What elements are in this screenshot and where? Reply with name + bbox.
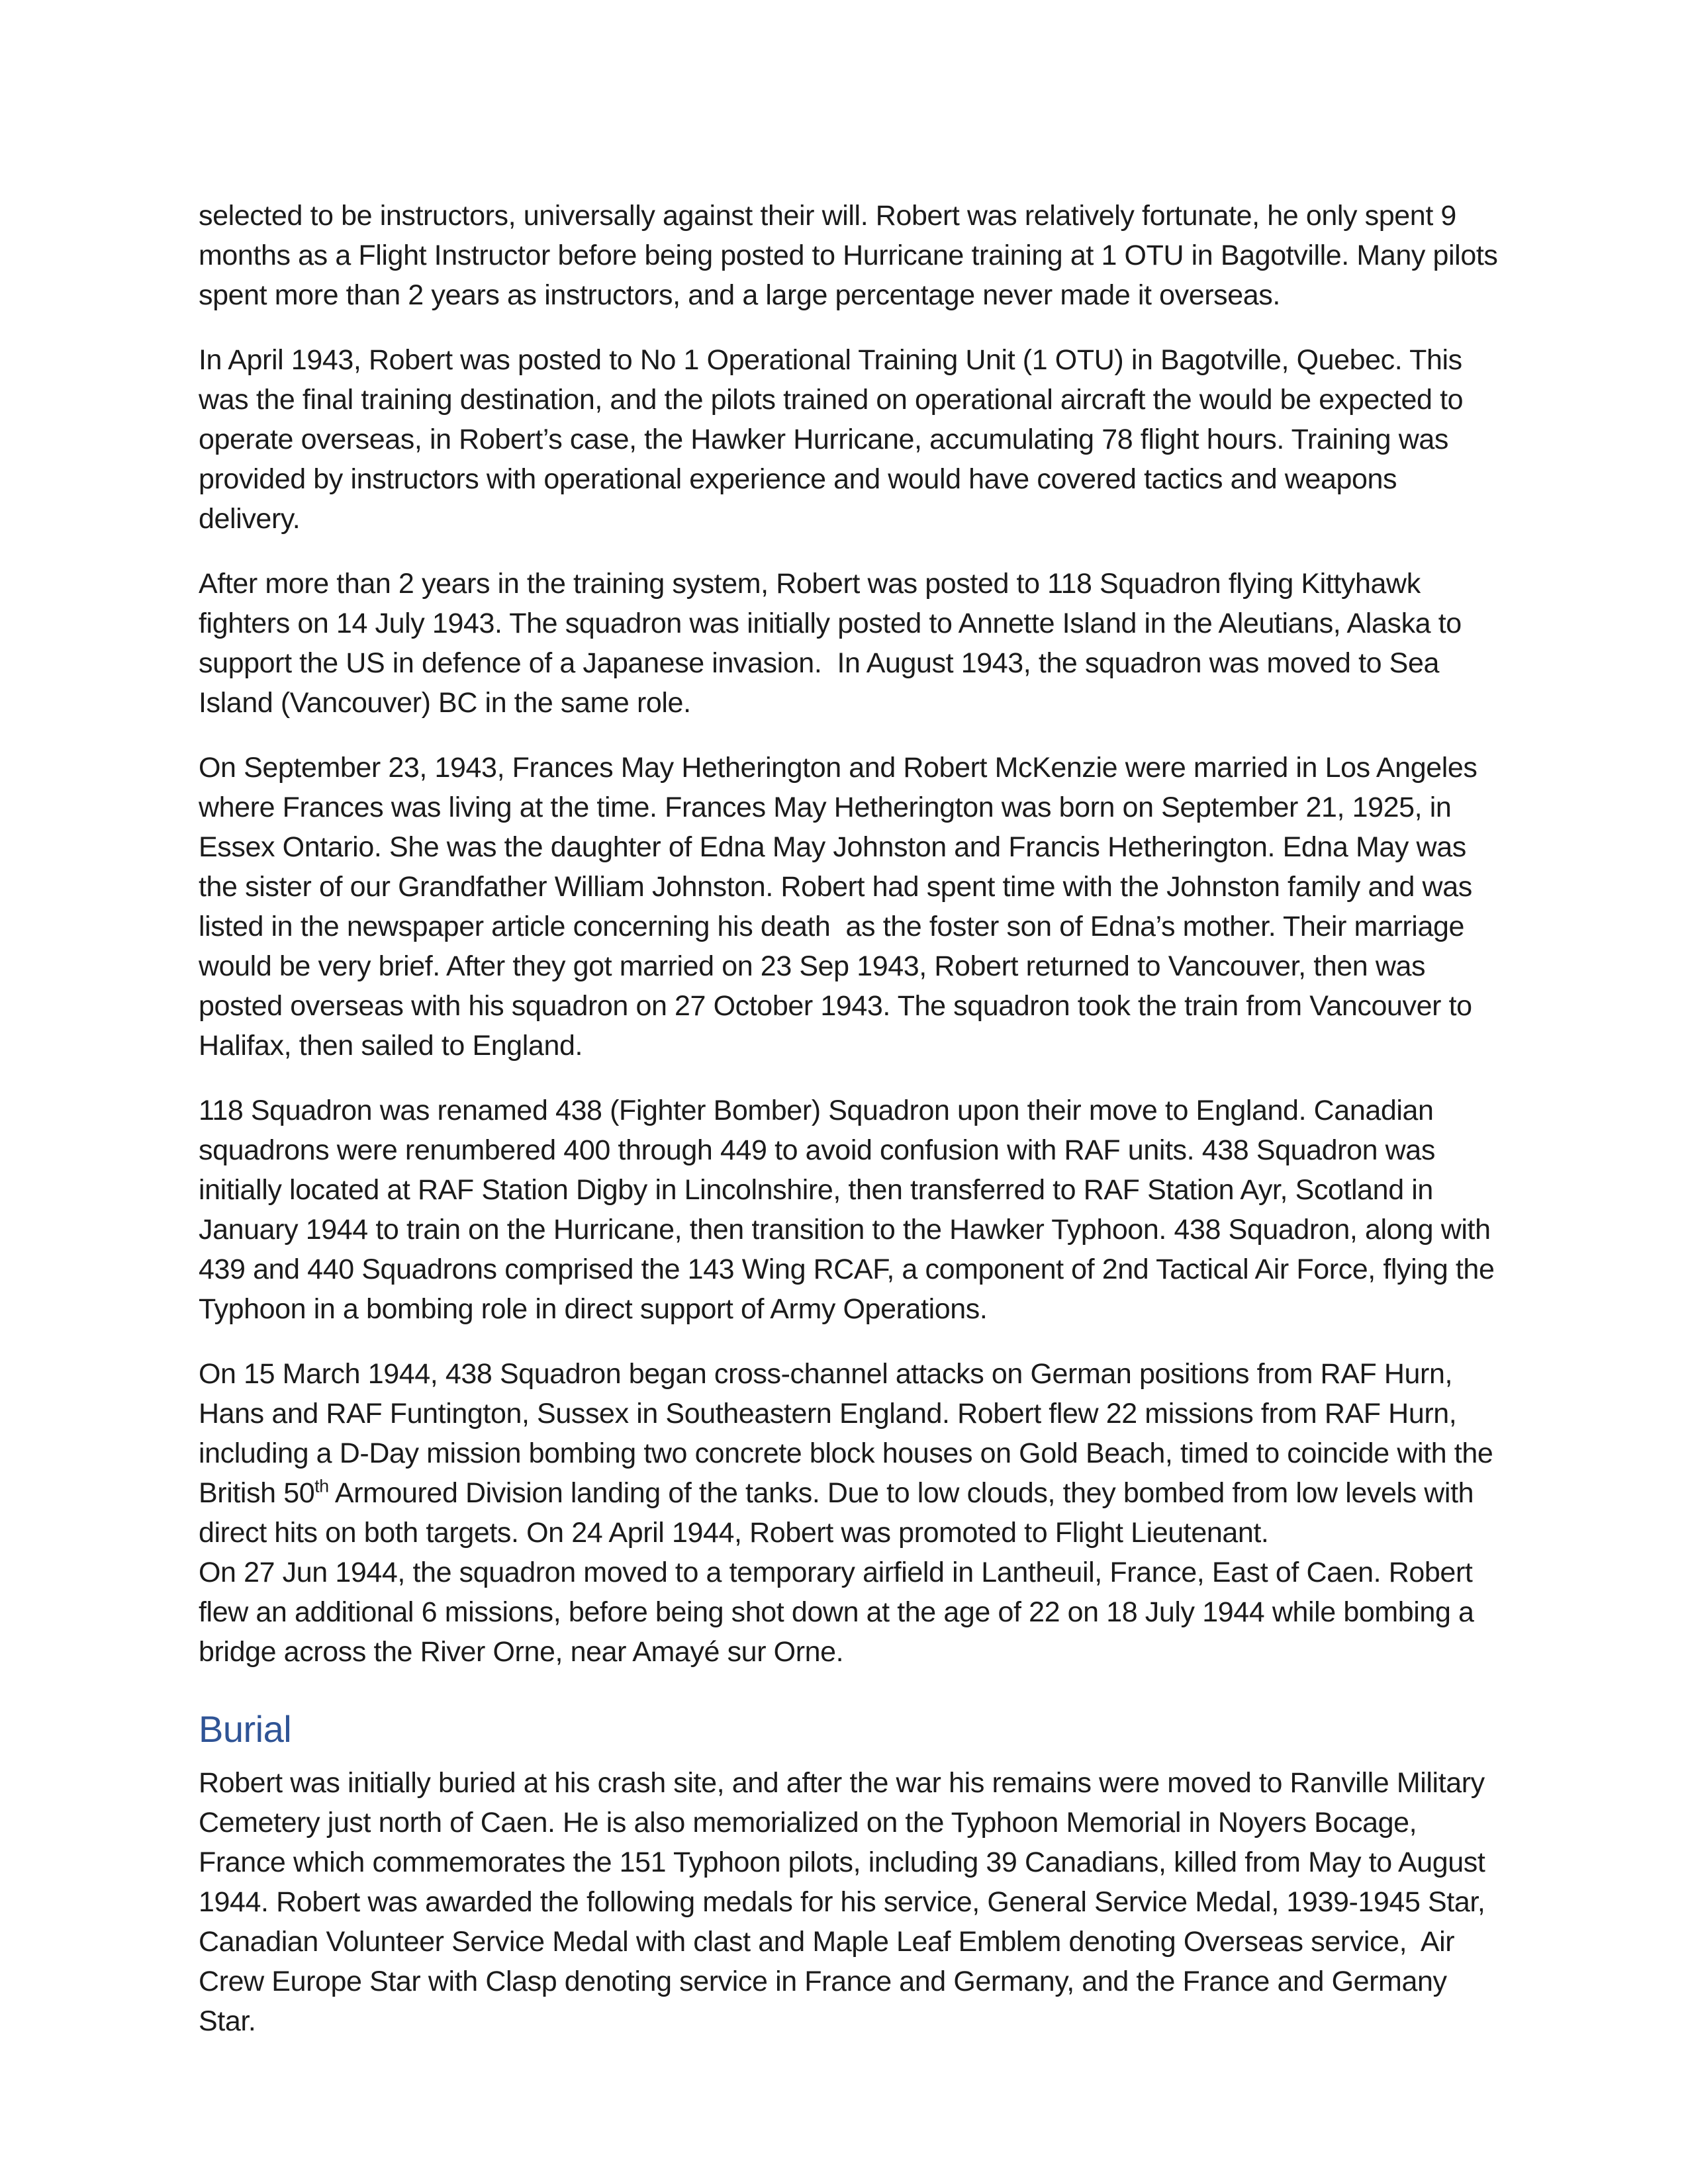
section-heading-burial: Burial <box>199 1708 292 1750</box>
document-body <box>199 196 1506 2066</box>
paragraph-118-squadron-posting: After more than 2 years in the training system, Robert was posted to 118 Squadron flying Kittyhawk fighters on 14 July 1943. The squadron was initially posted to Annette Island in the Aleutians, Alaska to support the US in defence of a Japanese invasion. In August 1943, the squadron was moved to Sea Island (Vancouver) BC in the same role. <box>199 568 1470 719</box>
missions-text-before-superscript: On 15 March 1944, 438 Squadron began cross-channel attacks on German positions from RAF Hurn, Hans and RAF Funtington, Sussex in Southeastern England. Robert flew 22 missions from RAF Hurn, including a D-Day mission bombing two concrete block houses on Gold Beach, timed to coincide with the British 50 <box>199 1358 1501 1509</box>
paragraph-otu-training: In April 1943, Robert was posted to No 1 Operational Training Unit (1 OTU) in Bagotville, Quebec. This was the final training destination, and the pilots trained on operational aircraft the would be expected to operate overseas, in Robert’s case, the Hawker Hurricane, accumulating 78 flight hours. Training was provided by instructors with operational experience and would have covered tactics and weapons delivery. <box>199 344 1471 535</box>
paragraph-438-squadron-rename: 118 Squadron was renamed 438 (Fighter Bomber) Squadron upon their move to England. Canadian squadrons were renumbered 400 through 449 to avoid confusion with RAF units. 438 Squadron was initially located at RAF Station Digby in Lincolnshire, then transferred to RAF Station Ayr, Scotland in January 1944 to train on the Hurricane, then transition to the Hawker Typhoon. 438 Squadron, along with 439 and 440 Squadrons comprised the 143 Wing RCAF, a component of 2nd Tactical Air Force, flying the Typhoon in a bombing role in direct support of Army Operations. <box>199 1095 1502 1325</box>
ordinal-superscript: th <box>314 1476 329 1496</box>
missions-text-after-superscript: Armoured Division landing of the tanks. Due to low clouds, they bombed from low levels with direct hits on both targets. On 24 April 1944, Robert was promoted to Flight Lieutenant. <box>199 1477 1481 1549</box>
paragraph-burial: Robert was initially buried at his crash site, and after the war his remains were moved to Ranville Military Cemetery just north of Caen. He is also memorialized on the Typhoon Memorial in Noyers Bocage, France which commemorates the 151 Typhoon pilots, including 39 Canadians, killed from May to August 1944. Robert was awarded the following medals for his service, General Service Medal, 1939-1945 Star, Canadian Volunteer Service Medal with clast and Maple Leaf Emblem denoting Overseas service, Air Crew Europe Star with Clasp denoting service in France and Germany, and the France and Germany Star. <box>199 1767 1493 2037</box>
paragraph-missions <box>199 1354 1499 1672</box>
paragraph-marriage: On September 23, 1943, Frances May Hetherington and Robert McKenzie were married in Los Angeles where Frances was living at the time. Frances May Hetherington was born on September 21, 1925, in Essex Ontario. She was the daughter of Edna May Johnston and Francis Hetherington. Edna May was the sister of our Grandfather William Johnston. Robert had spent time with the Johnston family and was listed in the newspaper article concerning his death as the foster son of Edna’s mother. Their marriage would be very brief. After they got married on 23 Sep 1943, Robert returned to Vancouver, then was posted overseas with his squadron on 27 October 1943. The squadron took the train from Vancouver to Halifax, then sailed to England. <box>199 752 1485 1062</box>
paragraph-instructors: selected to be instructors, universally against their will. Robert was relatively fortunate, he only spent 9 months as a Flight Instructor before being posted to Hurricane training at 1 OTU in Bagotville. Many pilots spent more than 2 years as instructors, and a large percentage never made it overseas. <box>199 200 1506 311</box>
missions-second-block: On 27 Jun 1944, the squadron moved to a temporary airfield in Lantheuil, France, East of Caen. Robert flew an additional 6 missions, before being shot down at the age of 22 on 18 July 1944 while bombing a bridge across the River Orne, near Amayé sur Orne. <box>199 1557 1482 1668</box>
